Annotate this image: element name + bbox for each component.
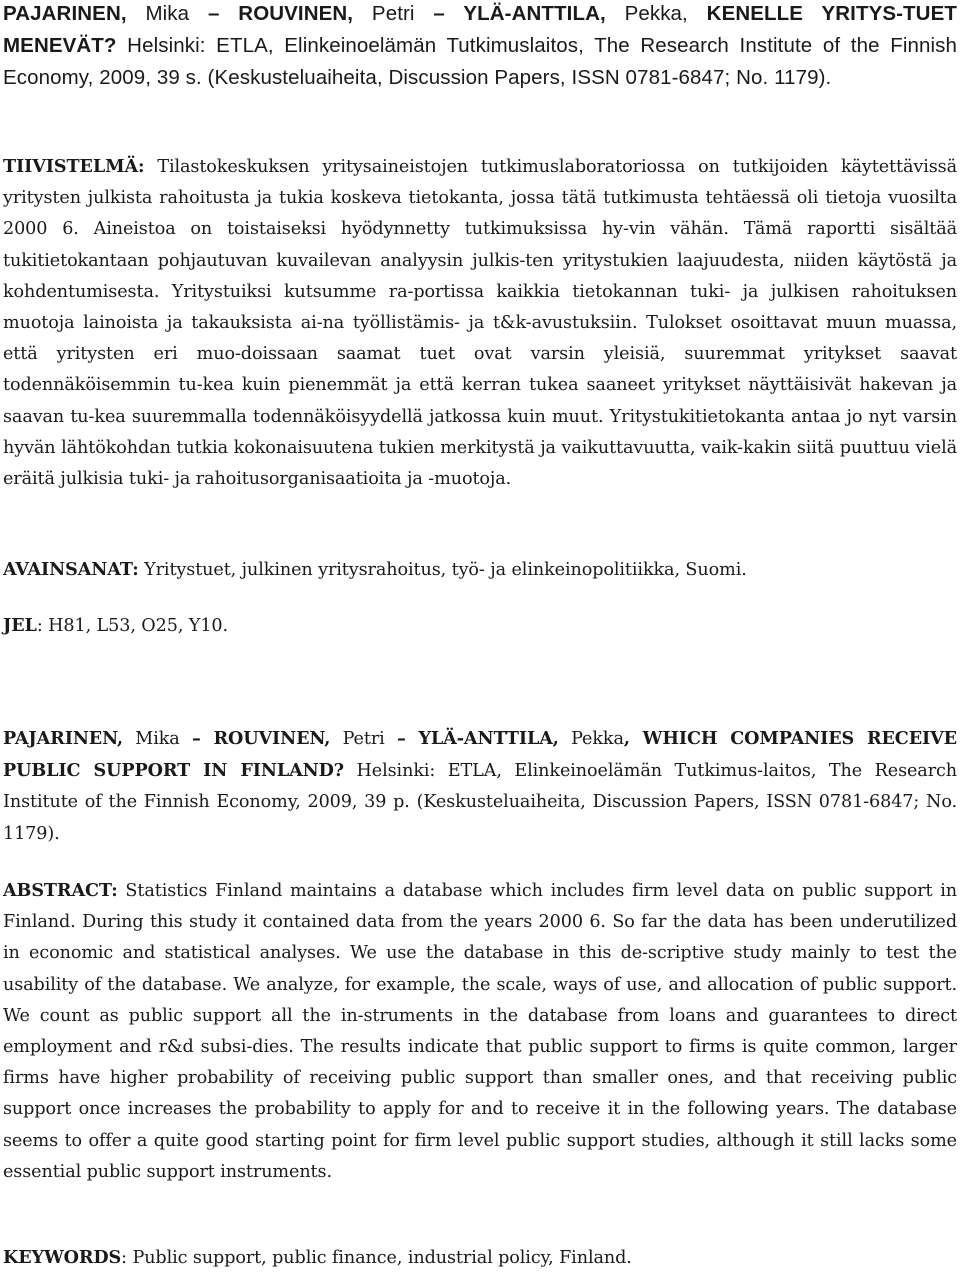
- author-dash: –: [396, 728, 406, 749]
- author-dash: –: [207, 2, 220, 25]
- report-title-finnish: KENELLE YRITYS-TUET MENEVÄT?: [3, 2, 957, 57]
- author-dash: –: [433, 2, 445, 25]
- author-dash: –: [191, 728, 201, 749]
- abstract-sentence: Yritystukitietokanta antaa jo nyt varsin hyvän lähtökohdan tutkia kokonaisuutena tukien merkitystä ja vaikuttavuutta, vaik-kakin siitä puuttuu vielä eräitä julkisia tuki- ja rahoitusorganisaatioita ja -muotoja.: [3, 406, 957, 490]
- report-title-english: , WHICH COMPANIES RECEIVE PUBLIC SUPPORT IN FINLAND?: [3, 728, 957, 782]
- abstract-sentence: Tämä raportti sisältää tukitietokantaan pohjautuvan kuvailevan analyysin julkis-ten yritystukien laajuudesta, niiden käytöstä ja kohdentumisesta.: [3, 219, 958, 302]
- keywords-finnish: [3, 554, 957, 586]
- publisher-info: Helsinki: ETLA, Elinkeinoelämän Tutkimus-laitos, The Research Institute of the Finnish Economy, 2009, 39 p. (Keskusteluaiheita, Discussion Papers, ISSN 0781-6847; No. 1179).: [3, 761, 957, 844]
- abstract-sentence: Tulokset osoittavat muun muassa, että yritysten eri muo-doissaan saamat tuet ovat varsin yleisiä, suuremmat yritykset saavat todennäköisemmin tu-kea kuin pienemmät ja että kerran tukea saaneet yritykset näyttäisivät hakevan ja saavan tu-kea suuremmalla todennäköisyydellä jatkossa kuin muut.: [3, 313, 957, 427]
- author1-firstname: Mika: [126, 2, 208, 25]
- abstract-text-english: Statistics Finland maintains a database which includes firm level data on public support in Finland. During this study it contained data from the years 2000 6. So far the data has been underutilized in economic and statistical analyses. We use the database in this de-scriptive study mainly to test the usability of the database. We analyze, for example, the scale, ways of use, and allocation of public support. We count as public support all the in-struments in the database from loans and guarantees to direct employment and r&d subsi-dies. The results indicate that public support to firms is quite common, larger firms have higher probability of receiving public support than smaller ones, and that receiving public support once increases the probability to apply for and to receive it in the following years. The database seems to offer a quite good starting point for firm level public support studies, although it still lacks some essential public support instruments.: [3, 881, 957, 1182]
- author1-lastname: PAJARINEN,: [3, 728, 123, 749]
- author2-lastname: ROUVINEN,: [200, 728, 331, 749]
- keywords-text-finnish: Yritystuet, julkinen yritysrahoitus, työ- ja elinkeinopolitiikka, Suomi.: [138, 560, 747, 580]
- abstract-sentence: Aineistoa on toistaiseksi hyödynnetty tutkimuksissa hy-vin vähän.: [93, 219, 744, 240]
- reference-english: [3, 723, 957, 850]
- author1-lastname: PAJARINEN,: [3, 2, 127, 25]
- keywords-text-english: : Public support, public finance, industrial policy, Finland.: [121, 1248, 632, 1268]
- author2-firstname: Petri: [353, 2, 434, 25]
- author3-firstname: Pekka: [558, 729, 624, 749]
- author1-firstname: Mika: [123, 729, 192, 749]
- abstract-label-finnish: TIIVISTELMÄ:: [3, 156, 145, 177]
- author3-lastname: YLÄ-ANTTILA,: [444, 2, 606, 25]
- reference-finnish: [3, 0, 957, 94]
- author3-lastname: YLÄ-ANTTILA,: [405, 728, 559, 749]
- abstract-sentence: Yritystuiksi kutsumme ra-portissa kaikkia tietokannan tuki- ja julkisen rahoituksen muotoja lainoista ja takauksista ai-na työllistämis- ja t&k-avustuksiin.: [3, 281, 957, 334]
- author2-firstname: Petri: [330, 729, 397, 749]
- jel-codes: [3, 610, 957, 642]
- jel-text: : H81, L53, O25, Y10.: [36, 616, 228, 636]
- abstract-english: [3, 875, 957, 1188]
- keywords-english: [3, 1242, 957, 1274]
- publisher-info: Helsinki: ETLA, Elinkeinoelämän Tutkimuslaitos, The Research Institute of the Finnish Economy, 2009, 39 s. (Keskusteluaiheita, Discussion Papers, ISSN 0781-6847; No. 1179).: [3, 34, 957, 89]
- abstract-sentence: Tilastokeskuksen yritysaineistojen tutkimuslaboratoriossa on tutkijoiden käytettävissä yritysten julkista rahoitusta ja tukia koskeva tietokanta, jossa tätä tutkimusta tehtäessä oli tietoja vuosilta 2000 6.: [3, 157, 957, 240]
- abstract-finnish: [3, 151, 957, 495]
- jel-label: JEL: [3, 615, 37, 636]
- keywords-label-finnish: AVAINSANAT:: [3, 559, 139, 580]
- abstract-label-english: ABSTRACT:: [3, 880, 118, 901]
- author3-firstname: Pekka,: [605, 2, 707, 25]
- author2-lastname: ROUVINEN,: [219, 2, 354, 25]
- keywords-label-english: KEYWORDS: [3, 1247, 122, 1268]
